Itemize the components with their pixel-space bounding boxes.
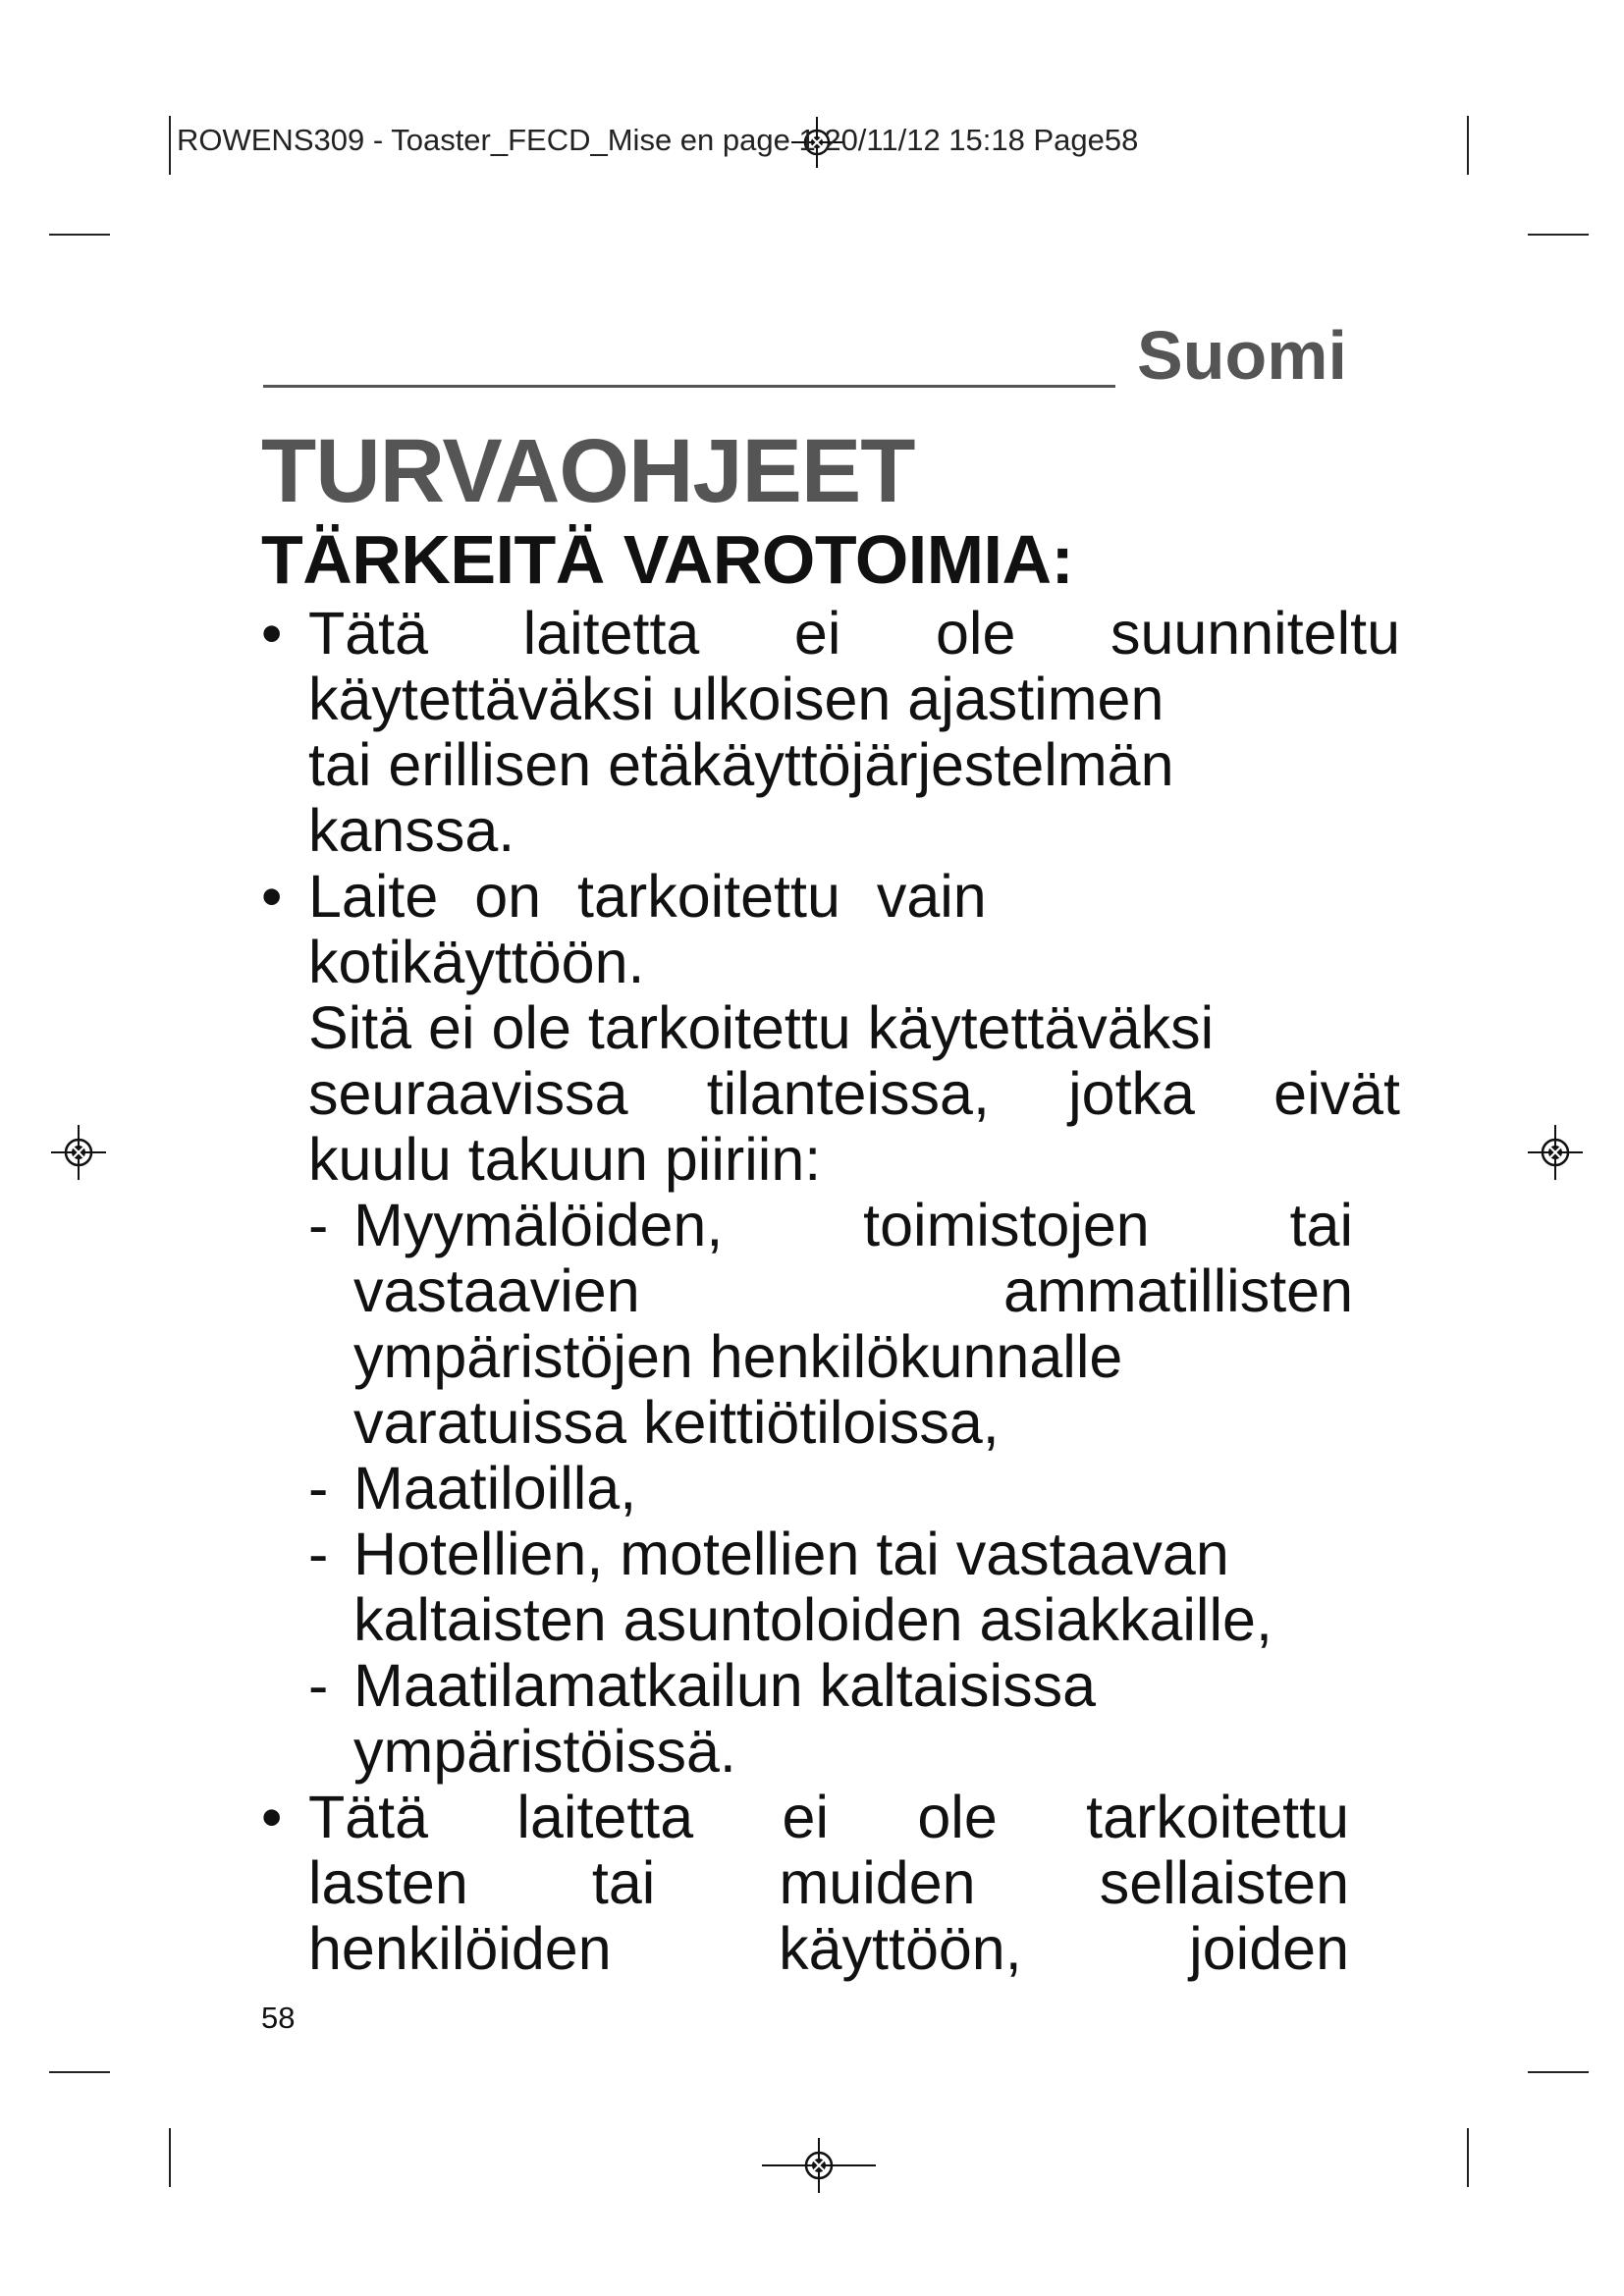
safety-instructions — [261, 601, 1400, 1982]
dash-icon: - — [308, 1192, 329, 1258]
text-line: Tätä laitetta ei ole suunniteltu — [308, 600, 1400, 667]
text-line: kotikäyttöön. — [308, 929, 645, 995]
text-line: seuraavissa tilanteissa, jotka eivät — [308, 1060, 1400, 1127]
text-line: varatuissa keittiötiloissa, — [353, 1389, 1000, 1456]
text-line: tai erillisen etäkäyttöjärjestelmän — [308, 731, 1174, 798]
crop-mark-right-upper — [1528, 234, 1589, 236]
sub-list-item — [308, 1193, 1400, 1456]
section-subtitle: TÄRKEITÄ VAROTOIMIA: — [261, 521, 1074, 598]
text-line: henkilöiden käyttöön, joiden — [308, 1915, 1349, 1982]
text-line: lasten tai muiden sellaisten — [308, 1849, 1349, 1916]
text-line: Maatiloilla, — [353, 1455, 637, 1522]
language-label: Suomi — [1137, 317, 1347, 394]
sub-list-item — [308, 1456, 1400, 1522]
header-rule — [263, 385, 1115, 388]
text-line: Laite on tarkoitettu vain — [308, 863, 987, 930]
list-item — [261, 864, 1400, 1785]
crop-mark-bottom-left — [169, 2128, 171, 2187]
text-line: Myymälöiden, toimistojen tai — [353, 1192, 1353, 1258]
text-line: vastaavien ammatillisten — [353, 1257, 1353, 1324]
dash-icon: - — [308, 1652, 329, 1719]
print-slug: ROWENS309 - Toaster_FECD_Mise en page 1 20/11/12 15:18 Page58 — [177, 123, 1139, 157]
list-item — [261, 601, 1400, 864]
registration-mark-icon — [51, 1125, 106, 1180]
text-line: Hotellien, motellien tai vastaavan — [353, 1521, 1229, 1587]
bullet-icon: • — [261, 600, 283, 667]
text-line: ympäristöjen henkilökunnalle — [353, 1323, 1123, 1390]
text-line: kuulu takuun piiriin: — [308, 1126, 822, 1193]
crop-mark-bottom-right — [1467, 2128, 1469, 2187]
registration-mark-icon — [1528, 1125, 1583, 1180]
crop-mark-right-lower — [1528, 2071, 1589, 2073]
crop-mark-left-lower — [49, 2071, 110, 2073]
sub-list-item — [308, 1653, 1400, 1785]
bullet-icon: • — [261, 1784, 283, 1850]
registration-mark-icon — [762, 2138, 876, 2193]
page-title: TURVAOHJEET — [261, 421, 915, 521]
text-line: ympäristöissä. — [353, 1718, 736, 1785]
crop-mark-left-upper — [49, 234, 110, 236]
text-line: Sitä ei ole tarkoitettu käytettäväksi — [308, 994, 1215, 1061]
crop-mark-top-left — [169, 116, 171, 175]
text-line: Tätä laitetta ei ole tarkoitettu — [308, 1784, 1349, 1850]
text-line: käytettäväksi ulkoisen ajastimen — [308, 666, 1164, 732]
crop-mark-top-right — [1467, 116, 1469, 175]
page-number: 58 — [261, 2001, 296, 2035]
dash-icon: - — [308, 1455, 329, 1522]
text-line: kanssa. — [308, 797, 515, 864]
dash-icon: - — [308, 1521, 329, 1587]
text-line: kaltaisten asuntoloiden asiakkaille, — [353, 1586, 1272, 1653]
bullet-icon: • — [261, 863, 283, 930]
list-item — [261, 1785, 1400, 1982]
sub-list-item — [308, 1522, 1400, 1653]
text-line: Maatilamatkailun kaltaisissa — [353, 1652, 1097, 1719]
